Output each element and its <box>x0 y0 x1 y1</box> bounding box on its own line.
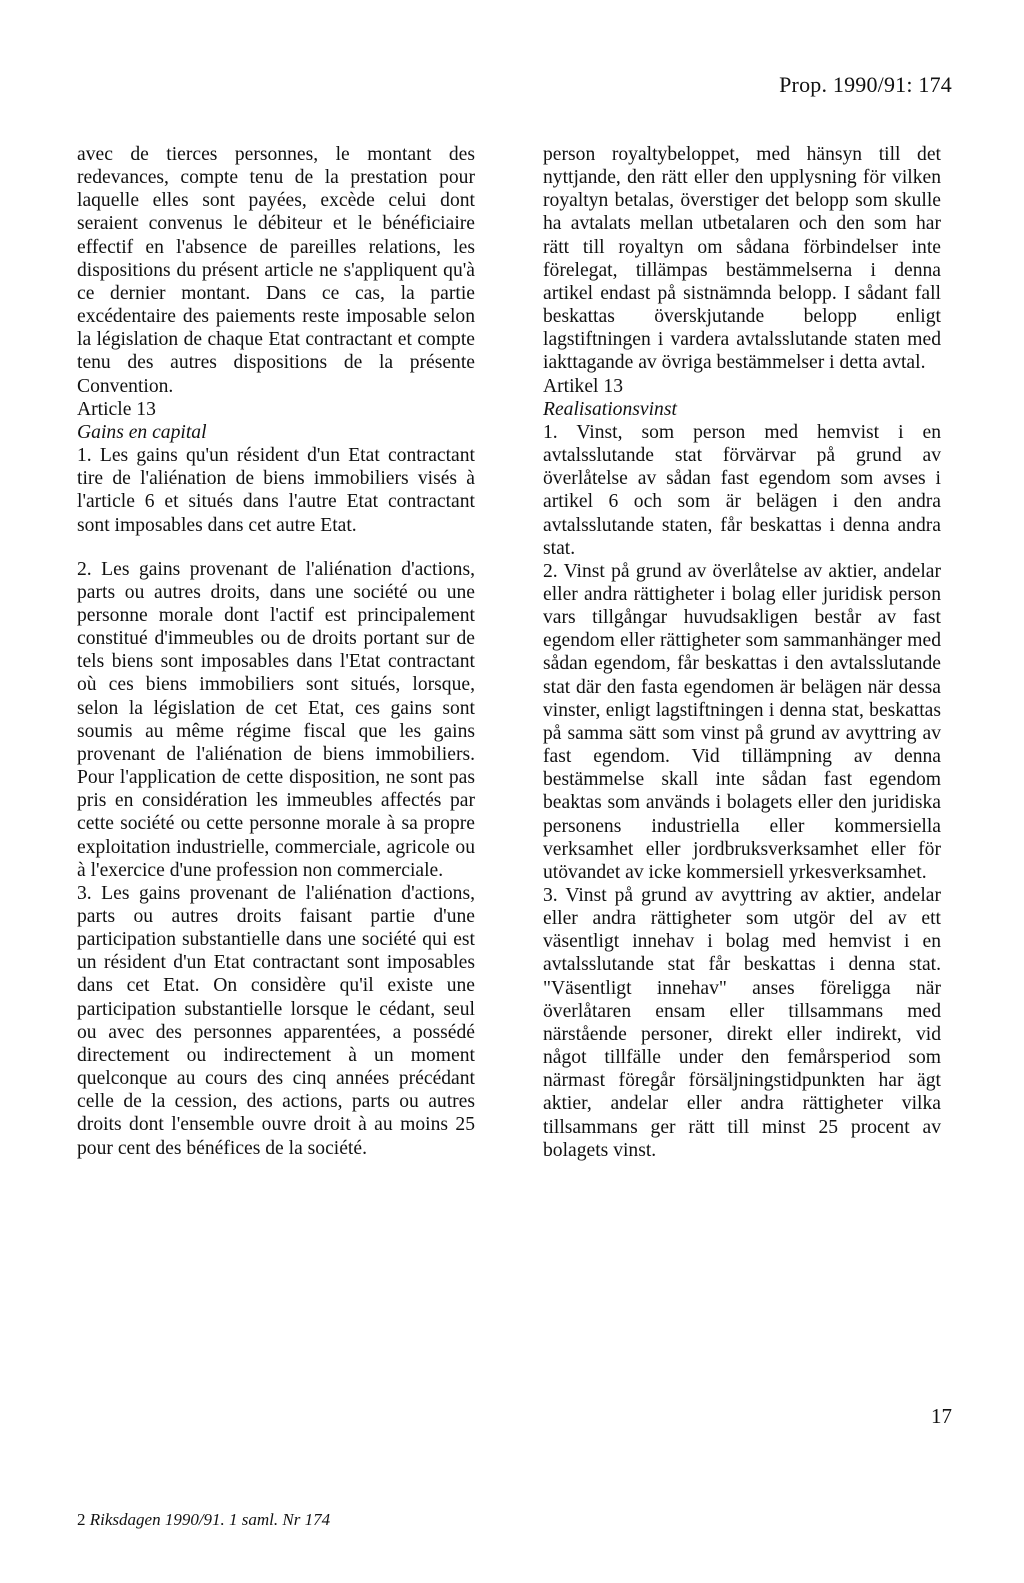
document-reference: Prop. 1990/91: 174 <box>779 72 952 97</box>
french-intro-paragraph: avec de tierces personnes, le montant des redevances, compte tenu de la prestation pour laquelle elles sont payées, excède celui dont seraient convenus le débiteur et le bénéficiaire effectif en l'absence de pareilles relations, les dispositions du présent article ne s'appliquent qu'à ce dernier montant. Dans ce cas, la partie excédentaire des paiements reste imposable selon la législation de chaque Etat contractant et compte tenu des autres dispositions de la présente Convention. <box>77 144 475 397</box>
swedish-paragraph-3: 3. Vinst på grund av avyttring av aktier, andelar eller andra rättigheter som utgör del av ett väsentligt innehav i bolag med hemvist i en avtalsslutande stat får beskattas i denna stat. "Väsentligt innehav" anses föreligga när överlåtaren ensam eller tillsammans med närstående personer, direkt eller indirekt, vid något tillfälle under den femårsperiod som närmast föregår försäljningstidpunkten har ägt aktier, andelar eller andra rättigheter vilka tillsammans ger rätt till minst 25 procent av bolagets vinst. <box>543 885 941 1161</box>
french-column <box>77 143 475 1160</box>
french-article-subheading: Gains en capital <box>77 421 207 443</box>
swedish-paragraph-1: 1. Vinst, som person med hemvist i en avtalsslutande stat förvärvar på grund av överlåtelse av sådan fast egendom som avses i artikel 6 och som är belägen i den andra avtalsslutande staten, får beskattas i denna andra stat. <box>543 421 941 559</box>
french-paragraph-3: 3. Les gains provenant de l'aliénation d'actions, parts ou autres droits faisant partie d'une participation substantielle dans une société qui est un résident d'un Etat contractant sont imposables dans cet Etat. On considère qu'il existe une participation substantielle lorsque le cédant, seul ou avec des personnes apparentées, a possédé directement ou indirectement à un moment quelconque au cours des cinq années précédant celle de la cession, des actions, parts ou autres droits dont l'ensemble ouvre droit à au moins 25 pour cent des bénéfices de la société. <box>77 882 475 1159</box>
footer-publication: Riksdagen 1990/91. 1 saml. Nr 174 <box>89 1510 331 1529</box>
swedish-column <box>543 143 941 1162</box>
french-paragraph-1: 1. Les gains qu'un résident d'un Etat contractant tire de l'aliénation de biens immobiliers visés à l'article 6 et situés dans l'autre Etat contractant sont imposables dans cet autre Etat. <box>77 445 475 536</box>
french-article-heading: Article 13 <box>77 398 156 420</box>
french-paragraph-2: 2. Les gains provenant de l'aliénation d'actions, parts ou autres droits, dans une société ou une personne morale dont l'actif est principalement constitué d'immeubles ou de droits portant sur de tels biens sont imposables dans l'Etat contractant où ces biens immobiliers sont situés, lorsque, selon la législation de cet Etat, ces gains sont soumis au même régime fiscal que les gains provenant de l'aliénation de biens immobiliers. Pour l'application de cette disposition, ne sont pas pris en considération les immeubles affectés par cette société ou cette personne morale à sa propre exploitation industrielle, commerciale, agricole ou à l'exercice d'une profession non commerciale. <box>77 558 475 881</box>
footer <box>77 1510 330 1530</box>
page-number: 17 <box>931 1404 952 1428</box>
swedish-article-heading: Artikel 13 <box>543 375 623 397</box>
swedish-article-subheading: Realisationsvinst <box>543 398 677 420</box>
footer-sheet-number: 2 <box>77 1510 86 1529</box>
swedish-paragraph-2: 2. Vinst på grund av överlåtelse av aktier, andelar eller andra rättigheter i bolag eller juridisk person vars tillgångar huvudsakligen består av fast egendom eller rättigheter som sammanhänger med sådan egendom, får beskattas i den avtalsslutande stat där den fasta egendomen är belägen när dessa vinster, enligt lagstiftningen i denna stat, beskattas på samma sätt som vinst på grund av avyttring av fast egendom. Vid tillämpning av denna bestämmelse skall inte sådan fast egendom beaktas som används i bolagets eller den juridiska personens industriella eller kommersiella verksamhet eller jordbruksverksamhet eller för utövandet av icke kommersiell yrkesverksamhet. <box>543 560 941 883</box>
swedish-intro-paragraph: person royaltybeloppet, med hänsyn till det nyttjande, den rätt eller den upplysning för vilken royaltyn betalas, överstiger det belopp som skulle ha avtalats mellan utbetalaren och den som har rätt till royaltyn om sådana förbindelser inte förelegat, tillämpas bestämmelserna i denna artikel endast på sistnämnda belopp. I sådant fall beskattas överskjutande belopp enligt lagstiftningen i vardera avtalsslutande staten med iakttagande av övriga bestämmelser i detta avtal. <box>543 144 941 374</box>
